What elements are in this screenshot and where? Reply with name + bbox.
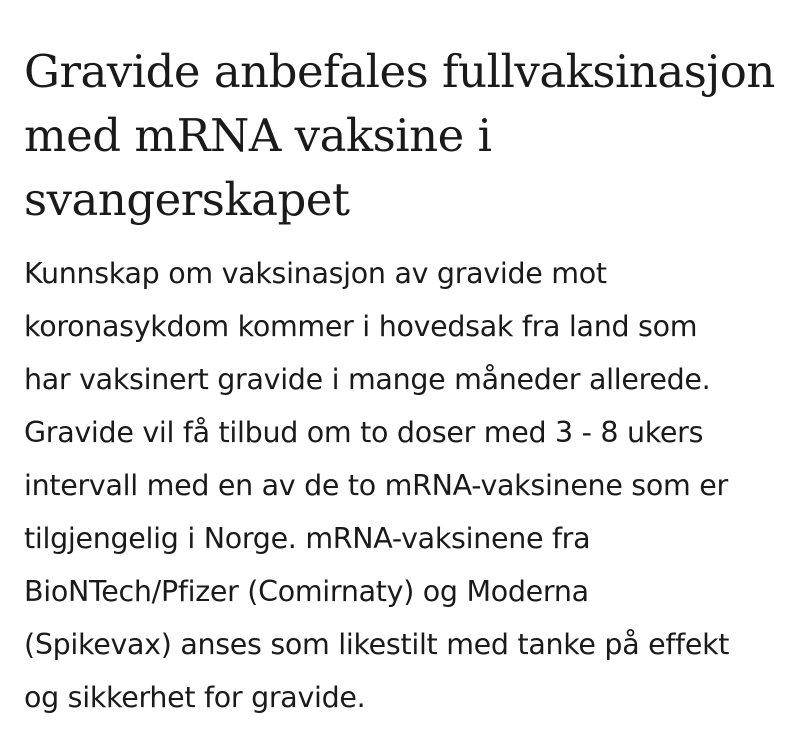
headline-line: med mRNA vaksine i (24, 109, 492, 162)
article (24, 0, 784, 724)
body-line: tilgjengelig i Norge. mRNA-vaksinene fra (24, 522, 591, 555)
body-line: Kunnskap om vaksinasjon av gravide mot (24, 257, 607, 290)
body-line: har vaksinert gravide i mange måneder allerede. (24, 363, 711, 396)
body-line: intervall med en av de to mRNA-vaksinene som er (24, 469, 728, 502)
headline-line: Gravide anbefales fullvaksinasjon (24, 45, 775, 98)
body-line: Gravide vil få tilbud om to doser med 3 - 8 ukers (24, 416, 704, 449)
article-headline (24, 0, 784, 232)
body-line: koronasykdom kommer i hovedsak fra land som (24, 310, 698, 343)
body-line: (Spikevax) anses som likestilt med tanke på effekt (24, 628, 730, 661)
body-line: BioNTech/Pfizer (Comirnaty) og Moderna (24, 575, 589, 608)
headline-line: svangerskapet (24, 173, 350, 226)
article-body (24, 232, 784, 724)
body-line: og sikkerhet for gravide. (24, 681, 366, 714)
